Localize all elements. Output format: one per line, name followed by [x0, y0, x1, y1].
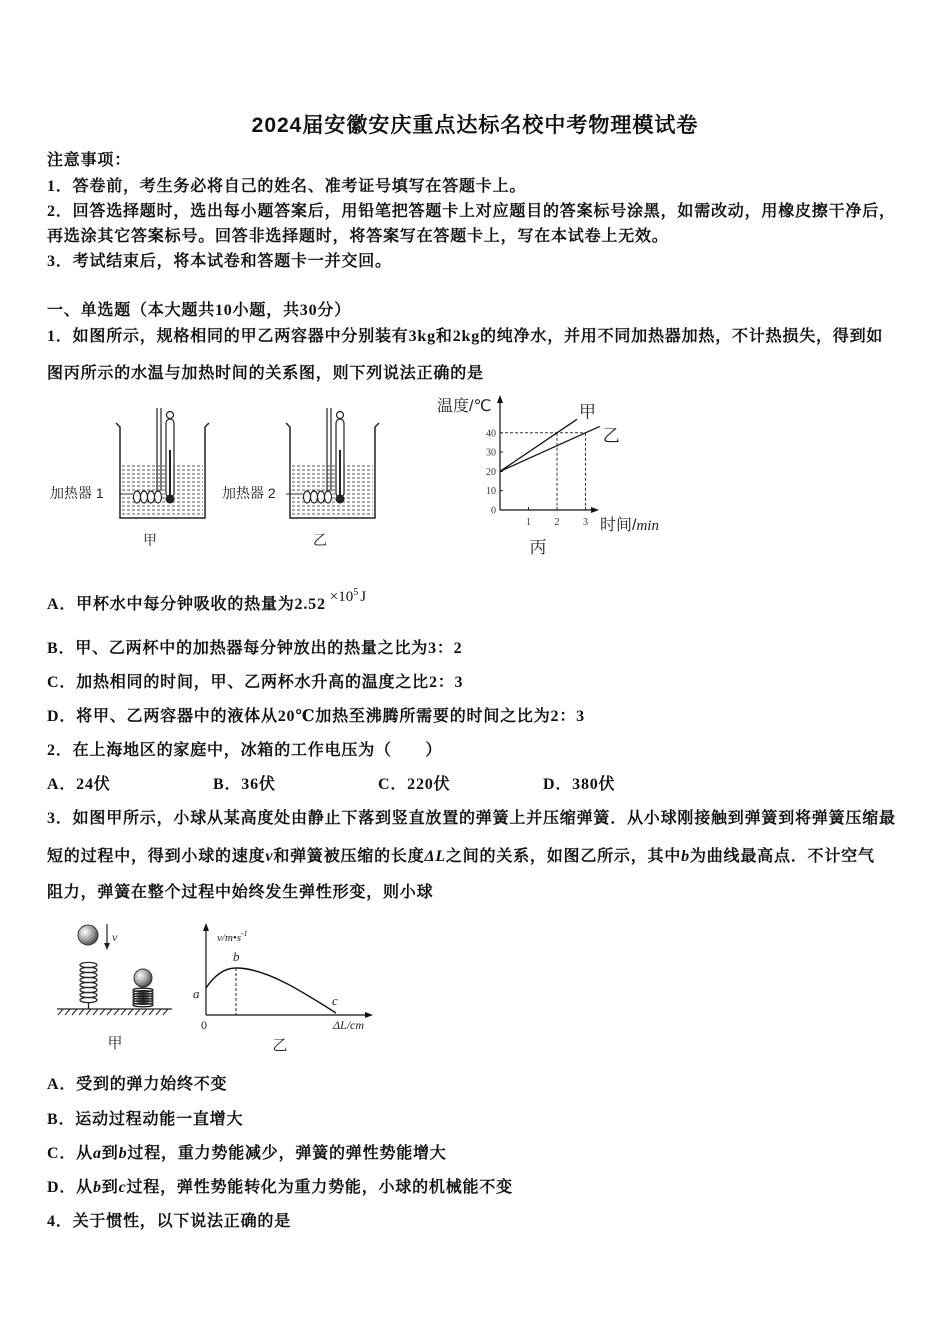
- q3-option-a: A．受到的弹力始终不变: [47, 1076, 228, 1093]
- notice-line: 1．答卷前，考生务必将自己的姓名、准考证号填写在答题卡上。: [47, 178, 527, 195]
- option-text: D．从: [47, 1179, 93, 1196]
- notice-heading: 注意事项：: [47, 152, 132, 169]
- q3-option-d: [47, 1178, 513, 1198]
- graph-x-label-main: 时间/: [600, 517, 637, 534]
- option-var: a: [92, 1145, 102, 1162]
- q1-option-a: [47, 587, 367, 615]
- section-heading: 一、单选题（本大题共10小题，共30分）: [47, 302, 352, 319]
- y-tick-label: 10: [486, 486, 496, 498]
- q2-option-a: A．24伏: [47, 776, 111, 793]
- beaker-a: [116, 408, 209, 518]
- compressed-spring-icon: [133, 988, 153, 1007]
- q3-var-delta-l: ΔL: [424, 848, 446, 865]
- series-label-1: 甲: [578, 402, 596, 422]
- graph-caption: 丙: [529, 538, 547, 557]
- heater-coil-icon: [304, 408, 332, 503]
- heater-1-label: 加热器 1: [50, 485, 104, 501]
- series-line-2: [500, 426, 600, 471]
- temperature-time-graph: [437, 395, 659, 557]
- page-title: 2024届安徽安庆重点达标名校中考物理模试卷: [251, 114, 699, 137]
- beaker-b-caption: 乙: [313, 532, 327, 548]
- graph-y-label-main: v/m•s: [217, 932, 242, 944]
- q3-var-b: b: [681, 848, 690, 865]
- q1-option-b: B．甲、乙两杯中的加热器每分钟放出的热量之比为3：2: [47, 640, 463, 657]
- q1-option-a-text: A．甲杯水中每分钟吸收的热量为2.52: [47, 596, 326, 613]
- q1-stem-line: 图丙所示的水温与加热时间的关系图，则下列说法正确的是: [47, 365, 484, 382]
- q3-option-b: B．运动过程动能一直增大: [47, 1111, 244, 1128]
- ball-icon: [134, 969, 152, 987]
- option-text: 到: [101, 1179, 119, 1196]
- point-b-label: b: [233, 949, 240, 964]
- q3-stem-line: 阻力，弹簧在整个过程中始终发生弹性形变，则小球: [47, 884, 434, 901]
- velocity-compression-graph: [193, 923, 373, 1054]
- q2-option-b: B．36伏: [213, 776, 276, 793]
- y-tick-label: 30: [486, 447, 496, 459]
- beaker-a-caption: 甲: [143, 532, 157, 548]
- notice-line: 3．考试结束后，将本试卷和答题卡一并交回。: [47, 253, 392, 270]
- graph-y-label: 温度/℃: [437, 398, 492, 415]
- notice-line: 再选涂其它答案标号。回答非选择题时，将答案写在答题卡上，写在本试卷上无效。: [47, 228, 669, 245]
- q3-text: 之间的关系，如图乙所示，其中: [445, 848, 682, 865]
- graph-y-label-exponent: -1: [241, 929, 248, 938]
- heater-2-label: 加热器 2: [222, 485, 276, 501]
- option-text: 过程，重力势能减少，弹簧的弹性势能增大: [127, 1145, 447, 1162]
- formula-unit: J: [360, 589, 367, 605]
- q3-text: 短的过程中，得到小球的速度: [47, 848, 266, 865]
- y-tick-label: 0: [491, 505, 496, 517]
- beaker-b: [286, 408, 379, 518]
- formula-exponent: 5: [353, 587, 359, 598]
- x-axis-arrow-icon: [365, 1012, 373, 1018]
- graph-x-label: [600, 516, 659, 534]
- point-a-label: a: [193, 986, 200, 1001]
- graph-marks: [486, 402, 620, 528]
- x-tick-label: 3: [583, 517, 588, 528]
- formula-times: ×10: [329, 589, 354, 605]
- velocity-arrow-head-icon: [104, 943, 110, 950]
- x-tick-label: 1: [526, 517, 531, 528]
- x-tick-label: 2: [554, 517, 560, 528]
- option-text: 过程，弹性势能转化为重力势能，小球的机械能不变: [126, 1179, 513, 1196]
- thermometer-icon: [336, 412, 345, 504]
- velocity-curve: [206, 968, 336, 1013]
- y-tick-label: 20: [486, 466, 496, 478]
- q2-option-d: D．380伏: [543, 776, 616, 793]
- ground: [57, 1009, 172, 1015]
- graph-y-label: [217, 929, 248, 944]
- q3-text: 和弹簧被压缩的长度: [273, 848, 425, 865]
- q1-option-a-formula: [330, 589, 366, 605]
- q1-figure: [40, 390, 680, 560]
- thermometer-icon: [166, 412, 175, 504]
- q3-var-v: v: [265, 848, 274, 865]
- y-axis-arrow-icon: [497, 395, 503, 403]
- graph-x-label: ΔL/cm: [333, 1018, 365, 1032]
- x-axis-arrow-icon: [591, 507, 599, 513]
- option-var: b: [92, 1179, 102, 1196]
- q2-option-c: C．220伏: [378, 776, 451, 793]
- q1-option-c: C．加热相同的时间，甲、乙两杯水升高的温度之比2：3: [47, 674, 464, 691]
- q4-stem: 4．关于惯性，以下说法正确的是: [47, 1213, 292, 1230]
- option-text: 到: [101, 1145, 119, 1162]
- point-c-label: c: [332, 993, 338, 1008]
- q3-text: 为曲线最高点．不计空气: [689, 848, 875, 865]
- graph-x-label-unit: min: [636, 518, 659, 534]
- option-var: c: [118, 1179, 127, 1196]
- q1-stem-line: 1．如图所示，规格相同的甲乙两容器中分别装有3kg和2kg的纯净水，并用不同加热器加热，不计热损失，得到如: [47, 328, 884, 345]
- option-text: C．从: [47, 1145, 93, 1162]
- q1-option-d: D．将甲、乙两容器中的液体从20℃加热至沸腾所需要的时间之比为2：3: [47, 708, 585, 725]
- ball-icon: [78, 925, 98, 945]
- q3-stem-line: [47, 847, 875, 867]
- q3-option-c: [47, 1144, 447, 1164]
- series-label-2: 乙: [602, 426, 620, 446]
- q3-figure-caption-b: 乙: [272, 1037, 288, 1054]
- velocity-label: v: [112, 930, 118, 944]
- origin-label: 0: [201, 1018, 207, 1032]
- q3-figure: [40, 915, 390, 1055]
- spring-icon: [80, 962, 97, 1009]
- y-axis-arrow-icon: [203, 923, 209, 931]
- q3-stem-line: 3．如图甲所示，小球从某高度处由静止下落到竖直放置的弹簧上并压缩弹簧．从小球刚接触到弹簧到将弹簧压缩最: [47, 810, 896, 827]
- series-line-1: [500, 419, 577, 471]
- q3-figure-caption-a: 甲: [107, 1035, 123, 1052]
- y-tick-label: 40: [486, 428, 496, 440]
- q2-stem: 2．在上海地区的家庭中，冰箱的工作电压为（ ）: [47, 742, 443, 759]
- option-var: b: [118, 1145, 128, 1162]
- heater-coil-icon: [134, 408, 162, 503]
- notice-line: 2．回答选择题时，选出每小题答案后，用铅笔把答题卡上对应题目的答案标号涂黑，如需改动，用橡皮擦干净后，: [47, 203, 896, 220]
